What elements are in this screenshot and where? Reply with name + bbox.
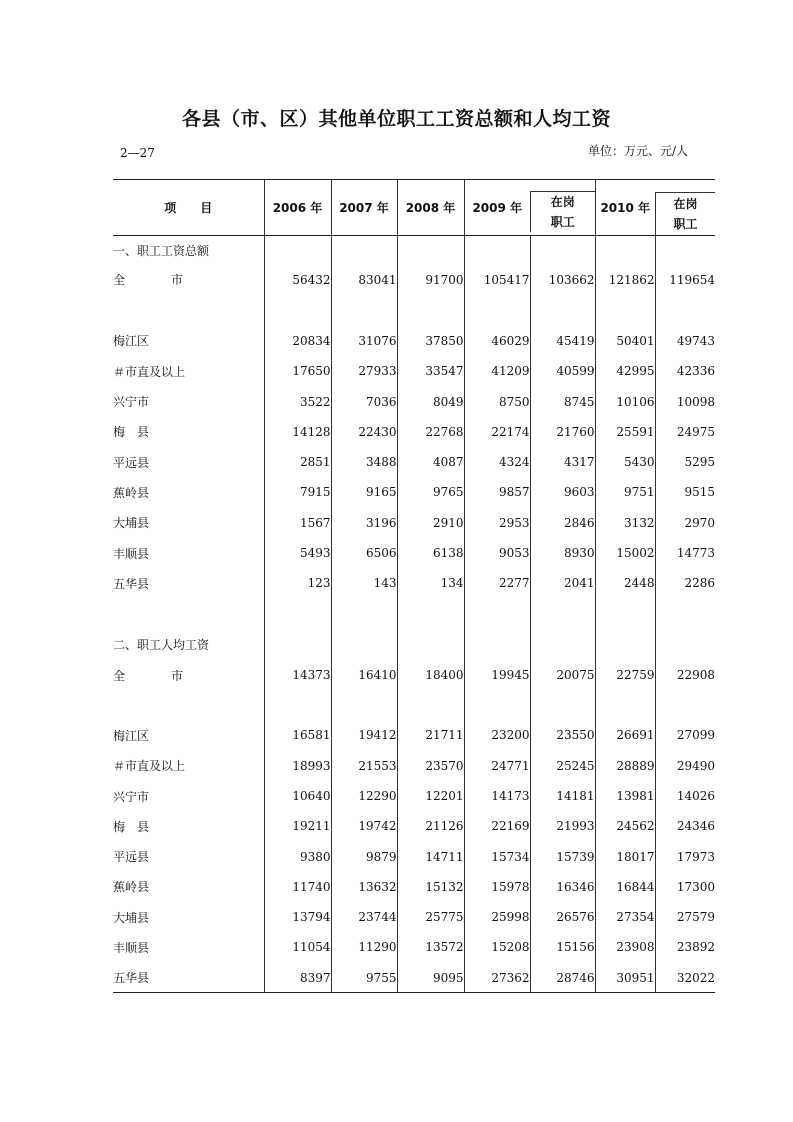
value-cell: 11054: [264, 932, 331, 962]
value-cell: 4317: [530, 447, 595, 477]
empty-cell: [530, 690, 595, 720]
row-label: 平远县: [113, 850, 150, 865]
value-cell: 23200: [464, 720, 530, 750]
value-cell: 2041: [530, 568, 595, 598]
table-row: [113, 477, 715, 507]
value-cell: 8930: [530, 538, 595, 568]
value-cell: 25998: [464, 902, 530, 932]
empty-cell: [655, 598, 715, 630]
value-cell: 22759: [595, 660, 655, 690]
value-cell: 16346: [530, 872, 595, 902]
value-cell: 23908: [595, 932, 655, 962]
value-cell: 2448: [595, 568, 655, 598]
section-row: [113, 236, 715, 265]
value-cell: 31076: [331, 326, 397, 356]
empty-cell: [595, 630, 655, 660]
value-cell: 25245: [530, 751, 595, 781]
value-cell: 13794: [264, 902, 331, 932]
value-cell: 22908: [655, 660, 715, 690]
value-cell: 11740: [264, 872, 331, 902]
value-cell: 14026: [655, 781, 715, 811]
value-cell: 33547: [397, 356, 464, 386]
row-label: 五华县: [113, 576, 150, 591]
value-cell: 27933: [331, 356, 397, 386]
value-cell: 46029: [464, 326, 530, 356]
value-cell: 91700: [397, 265, 464, 295]
empty-cell: [595, 598, 655, 630]
value-cell: 23892: [655, 932, 715, 962]
value-cell: 56432: [264, 265, 331, 295]
value-cell: 21126: [397, 811, 464, 841]
table-row: [113, 356, 715, 386]
value-cell: 21553: [331, 751, 397, 781]
value-cell: 18017: [595, 841, 655, 871]
value-cell: 9515: [655, 477, 715, 507]
header-2009: 2009 年: [464, 180, 530, 236]
table-row: [113, 811, 715, 841]
value-cell: 3522: [264, 386, 331, 416]
value-cell: 27099: [655, 720, 715, 750]
value-cell: 20834: [264, 326, 331, 356]
value-cell: 2846: [530, 508, 595, 538]
row-label: 大埔县: [113, 910, 150, 925]
empty-cell: [464, 598, 530, 630]
value-cell: 14773: [655, 538, 715, 568]
value-cell: 123: [264, 568, 331, 598]
value-cell: 8750: [464, 386, 530, 416]
value-cell: 14128: [264, 417, 331, 447]
value-cell: 20075: [530, 660, 595, 690]
value-cell: 11290: [331, 932, 397, 962]
value-cell: 17973: [655, 841, 715, 871]
row-label: 梅 县: [113, 819, 150, 834]
empty-cell: [264, 295, 331, 326]
empty-cell: [530, 630, 595, 660]
empty-cell: [397, 598, 464, 630]
value-cell: 24562: [595, 811, 655, 841]
value-cell: 24975: [655, 417, 715, 447]
value-cell: 14711: [397, 841, 464, 871]
value-cell: 7036: [331, 386, 397, 416]
value-cell: 9095: [397, 963, 464, 993]
value-cell: 1567: [264, 508, 331, 538]
empty-cell: [397, 630, 464, 660]
empty-cell: [264, 236, 331, 265]
value-cell: 103662: [530, 265, 595, 295]
empty-cell: [595, 690, 655, 720]
empty-cell: [595, 295, 655, 326]
value-cell: 121862: [595, 265, 655, 295]
value-cell: 9380: [264, 841, 331, 871]
value-cell: 17650: [264, 356, 331, 386]
value-cell: 14173: [464, 781, 530, 811]
row-label: 全 市: [113, 668, 183, 683]
value-cell: 25591: [595, 417, 655, 447]
row-label: 五华县: [113, 963, 264, 993]
table-row: [113, 326, 715, 356]
value-cell: 13632: [331, 872, 397, 902]
row-label: ＃市直及以上: [113, 759, 186, 774]
value-cell: 2970: [655, 508, 715, 538]
row-label: 丰顺县: [113, 546, 150, 561]
value-cell: 40599: [530, 356, 595, 386]
empty-cell: [464, 236, 530, 265]
spacer-cell: [113, 598, 264, 630]
value-cell: 27354: [595, 902, 655, 932]
row-label: 梅 县: [113, 425, 150, 440]
value-cell: 5430: [595, 447, 655, 477]
value-cell: 119654: [655, 265, 715, 295]
value-cell: 18400: [397, 660, 464, 690]
header-zaigang-2009: 在岗 职工: [530, 180, 595, 236]
empty-cell: [595, 236, 655, 265]
value-cell: 105417: [464, 265, 530, 295]
value-cell: 16581: [264, 720, 331, 750]
value-cell: 27362: [464, 963, 530, 993]
value-cell: 10106: [595, 386, 655, 416]
value-cell: 49743: [655, 326, 715, 356]
spacer-cell: [113, 295, 264, 326]
page-title: 各县（市、区）其他单位职工工资总额和人均工资: [181, 108, 611, 130]
value-cell: 13572: [397, 932, 464, 962]
row-label: 梅江区: [113, 728, 150, 743]
empty-cell: [397, 295, 464, 326]
spacer-row: [113, 295, 715, 326]
value-cell: 9053: [464, 538, 530, 568]
wage-table: [113, 179, 715, 993]
value-cell: 21711: [397, 720, 464, 750]
empty-cell: [464, 295, 530, 326]
value-cell: 16410: [331, 660, 397, 690]
value-cell: 5295: [655, 447, 715, 477]
header-row: [113, 180, 715, 236]
value-cell: 2910: [397, 508, 464, 538]
value-cell: 21760: [530, 417, 595, 447]
table-row: [113, 386, 715, 416]
value-cell: 134: [397, 568, 464, 598]
table-row: [113, 265, 715, 295]
value-cell: 37850: [397, 326, 464, 356]
row-label: 平远县: [113, 455, 150, 470]
row-label: ＃市直及以上: [113, 364, 186, 379]
value-cell: 15132: [397, 872, 464, 902]
empty-cell: [331, 690, 397, 720]
table-row: [113, 660, 715, 690]
table-row: [113, 720, 715, 750]
value-cell: 5493: [264, 538, 331, 568]
value-cell: 19945: [464, 660, 530, 690]
value-cell: 22768: [397, 417, 464, 447]
empty-cell: [464, 690, 530, 720]
header-2010: 2010 年: [595, 180, 655, 236]
value-cell: 50401: [595, 326, 655, 356]
value-cell: 25775: [397, 902, 464, 932]
value-cell: 22174: [464, 417, 530, 447]
table-row: [113, 568, 715, 598]
value-cell: 17300: [655, 872, 715, 902]
value-cell: 6506: [331, 538, 397, 568]
value-cell: 18993: [264, 751, 331, 781]
empty-cell: [331, 236, 397, 265]
section-title: 一、职工工资总额: [113, 243, 210, 258]
row-label: 蕉岭县: [113, 485, 150, 500]
row-label: 兴宁市: [113, 395, 150, 410]
value-cell: 15208: [464, 932, 530, 962]
table-row: [113, 781, 715, 811]
value-cell: 4087: [397, 447, 464, 477]
row-label: 蕉岭县: [113, 880, 150, 895]
value-cell: 9879: [331, 841, 397, 871]
value-cell: 15978: [464, 872, 530, 902]
value-cell: 21993: [530, 811, 595, 841]
value-cell: 10098: [655, 386, 715, 416]
value-cell: 2851: [264, 447, 331, 477]
value-cell: 22169: [464, 811, 530, 841]
value-cell: 83041: [331, 265, 397, 295]
value-cell: 3488: [331, 447, 397, 477]
empty-cell: [464, 630, 530, 660]
value-cell: 13981: [595, 781, 655, 811]
empty-cell: [331, 630, 397, 660]
empty-cell: [264, 690, 331, 720]
value-cell: 14373: [264, 660, 331, 690]
header-2007: 2007 年: [331, 180, 397, 236]
value-cell: 9751: [595, 477, 655, 507]
value-cell: 9857: [464, 477, 530, 507]
empty-cell: [264, 630, 331, 660]
value-cell: 22430: [331, 417, 397, 447]
value-cell: 23744: [331, 902, 397, 932]
row-label: 兴宁市: [113, 789, 150, 804]
table-row: [113, 872, 715, 902]
value-cell: 7915: [264, 477, 331, 507]
unit-note: 单位：万元、元/人: [588, 144, 689, 158]
row-label: 大埔县: [113, 516, 150, 531]
empty-cell: [530, 236, 595, 265]
row-label: 梅江区: [113, 334, 150, 349]
section-row: [113, 630, 715, 660]
value-cell: 23570: [397, 751, 464, 781]
value-cell: 42995: [595, 356, 655, 386]
value-cell: 28746: [530, 963, 595, 993]
table-row: [113, 902, 715, 932]
value-cell: 4324: [464, 447, 530, 477]
value-cell: 3196: [331, 508, 397, 538]
value-cell: 41209: [464, 356, 530, 386]
empty-cell: [655, 630, 715, 660]
value-cell: 19412: [331, 720, 397, 750]
value-cell: 15002: [595, 538, 655, 568]
empty-cell: [264, 598, 331, 630]
value-cell: 26576: [530, 902, 595, 932]
value-cell: 12290: [331, 781, 397, 811]
empty-cell: [397, 236, 464, 265]
value-cell: 8049: [397, 386, 464, 416]
value-cell: 2286: [655, 568, 715, 598]
value-cell: 8397: [264, 963, 331, 993]
value-cell: 2953: [464, 508, 530, 538]
value-cell: 24346: [655, 811, 715, 841]
row-label: 丰顺县: [113, 940, 150, 955]
table-row: [113, 751, 715, 781]
section-title: 二、职工人均工资: [113, 638, 210, 653]
value-cell: 9755: [331, 963, 397, 993]
value-cell: 29490: [655, 751, 715, 781]
value-cell: 30951: [595, 963, 655, 993]
value-cell: 19742: [331, 811, 397, 841]
header-item: 项 目: [113, 180, 264, 236]
table-number: 2—27: [120, 146, 155, 160]
value-cell: 10640: [264, 781, 331, 811]
table-row: [113, 447, 715, 477]
table-row: [113, 417, 715, 447]
value-cell: 14181: [530, 781, 595, 811]
empty-cell: [530, 598, 595, 630]
header-zaigang-2010: 在岗 职工: [655, 180, 715, 236]
value-cell: 27579: [655, 902, 715, 932]
empty-cell: [655, 295, 715, 326]
spacer-row: [113, 690, 715, 720]
value-cell: 28889: [595, 751, 655, 781]
table-row: [113, 932, 715, 962]
value-cell: 24771: [464, 751, 530, 781]
value-cell: 32022: [655, 963, 715, 993]
value-cell: 15156: [530, 932, 595, 962]
value-cell: 12201: [397, 781, 464, 811]
spacer-row: [113, 598, 715, 630]
table-row: [113, 538, 715, 568]
empty-cell: [655, 236, 715, 265]
value-cell: 42336: [655, 356, 715, 386]
header-2006: 2006 年: [264, 180, 331, 236]
value-cell: 9765: [397, 477, 464, 507]
value-cell: 26691: [595, 720, 655, 750]
table-row: [113, 963, 715, 993]
empty-cell: [397, 690, 464, 720]
value-cell: 15734: [464, 841, 530, 871]
value-cell: 19211: [264, 811, 331, 841]
value-cell: 45419: [530, 326, 595, 356]
value-cell: 2277: [464, 568, 530, 598]
value-cell: 143: [331, 568, 397, 598]
empty-cell: [331, 295, 397, 326]
row-label: 全 市: [113, 273, 183, 288]
spacer-cell: [113, 690, 264, 720]
table-row: [113, 841, 715, 871]
value-cell: 3132: [595, 508, 655, 538]
value-cell: 9165: [331, 477, 397, 507]
empty-cell: [655, 690, 715, 720]
value-cell: 23550: [530, 720, 595, 750]
table-body: [113, 236, 715, 993]
header-2008: 2008 年: [397, 180, 464, 236]
value-cell: 9603: [530, 477, 595, 507]
value-cell: 6138: [397, 538, 464, 568]
value-cell: 16844: [595, 872, 655, 902]
table-row: [113, 508, 715, 538]
empty-cell: [331, 598, 397, 630]
value-cell: 8745: [530, 386, 595, 416]
value-cell: 15739: [530, 841, 595, 871]
empty-cell: [530, 295, 595, 326]
